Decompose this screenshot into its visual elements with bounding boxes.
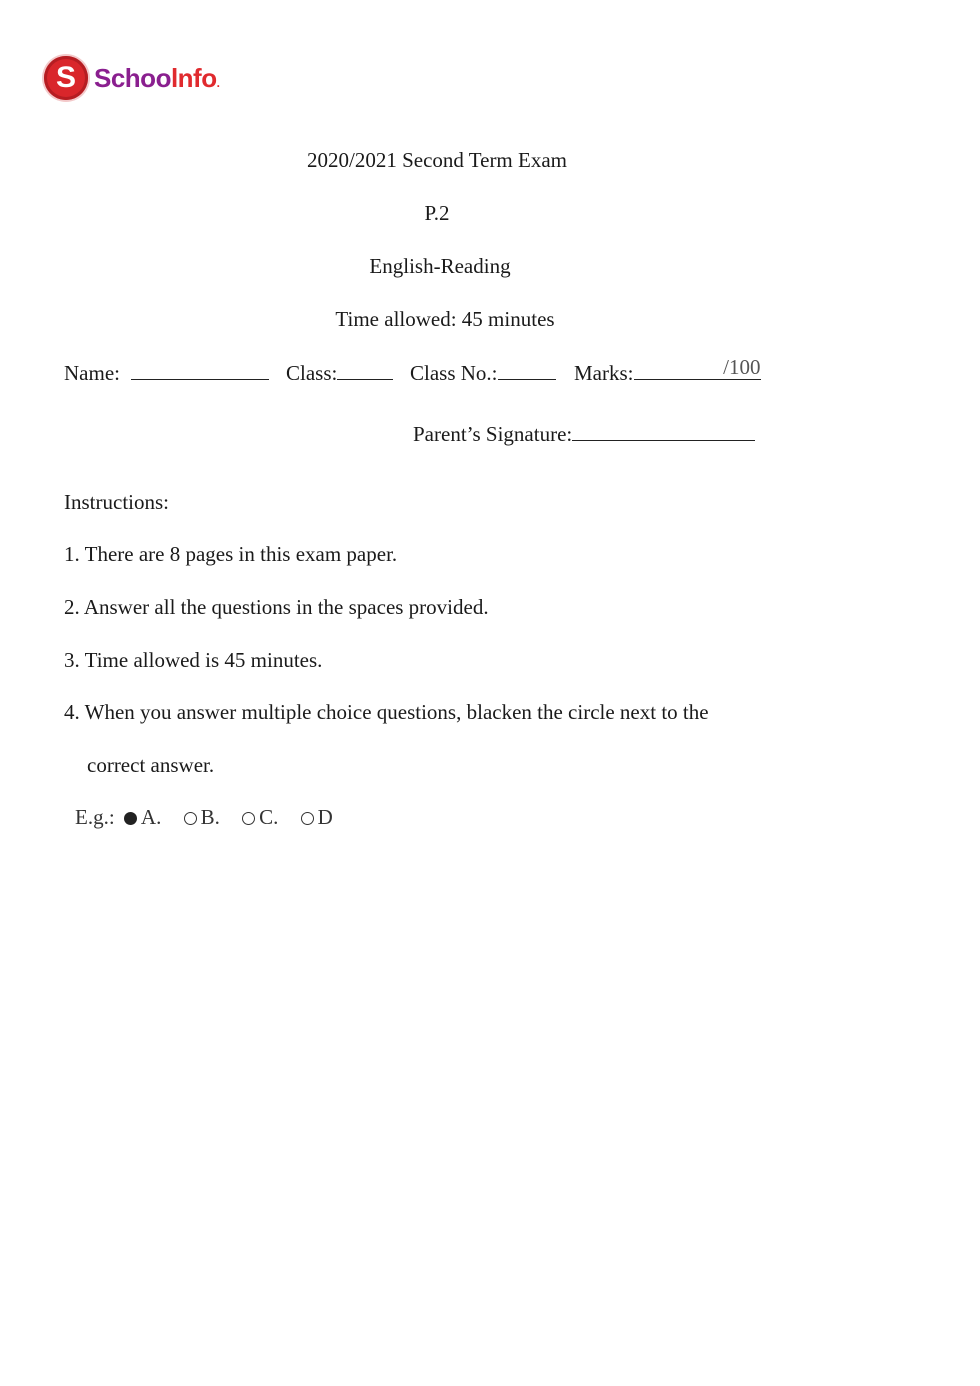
empty-circle-icon <box>184 812 197 825</box>
example-option-b <box>184 805 220 830</box>
example-option-d <box>301 805 333 830</box>
logo-badge-letter: S <box>55 61 76 94</box>
logo-info-text: lnfo <box>170 63 217 93</box>
class-label: Class: <box>286 361 338 385</box>
instruction-item-3: 3. Time allowed is 45 minutes. <box>64 648 323 672</box>
example-option-b-label: B. <box>200 805 220 829</box>
marks-label: Marks: <box>574 361 634 385</box>
example-option-d-label: D <box>317 805 333 829</box>
signature-label: Parent’s Signature: <box>413 422 573 446</box>
logo-badge-icon <box>44 56 88 100</box>
grade-label: P.2 <box>424 201 450 225</box>
example-option-a <box>124 805 161 830</box>
logo-wordmark <box>94 65 219 91</box>
instructions-heading: Instructions: <box>64 490 169 514</box>
instruction-item-4: 4. When you answer multiple choice questions, blacken the circle next to the <box>64 700 709 724</box>
example-option-c-label: C. <box>259 805 279 829</box>
class-no-field <box>410 359 556 386</box>
class-field <box>286 359 393 386</box>
empty-circle-icon <box>301 812 314 825</box>
example-option-a-label: A. <box>140 805 162 829</box>
class-no-label: Class No.: <box>410 361 498 385</box>
marks-total: /100 <box>723 355 761 379</box>
instruction-item-2: 2. Answer all the questions in the spaces provided. <box>64 595 489 619</box>
name-blank[interactable] <box>131 359 269 380</box>
marks-blank[interactable] <box>634 355 761 380</box>
filled-circle-icon <box>124 812 137 825</box>
instruction-item-4-continuation: correct answer. <box>87 753 215 777</box>
class-no-blank[interactable] <box>498 359 556 380</box>
logo-school-text: Schoo <box>94 63 171 93</box>
subject-label: English-Reading <box>369 254 511 278</box>
marks-field <box>574 355 761 386</box>
empty-circle-icon <box>242 812 255 825</box>
signature-blank[interactable] <box>572 420 755 441</box>
name-label: Name: <box>64 361 120 385</box>
signature-field <box>413 420 755 447</box>
example-option-c <box>242 805 278 830</box>
name-field <box>64 359 269 386</box>
time-allowed-label: Time allowed: 45 minutes <box>335 307 555 331</box>
exam-title: 2020/2021 Second Term Exam <box>306 148 568 172</box>
instruction-item-1: 1. There are 8 pages in this exam paper. <box>64 542 398 566</box>
logo-dot-text: . <box>216 76 220 90</box>
example-prefix: E.g.: <box>75 805 115 829</box>
class-blank[interactable] <box>337 359 393 380</box>
schoolinfo-logo <box>44 56 219 100</box>
example-row <box>75 805 350 830</box>
